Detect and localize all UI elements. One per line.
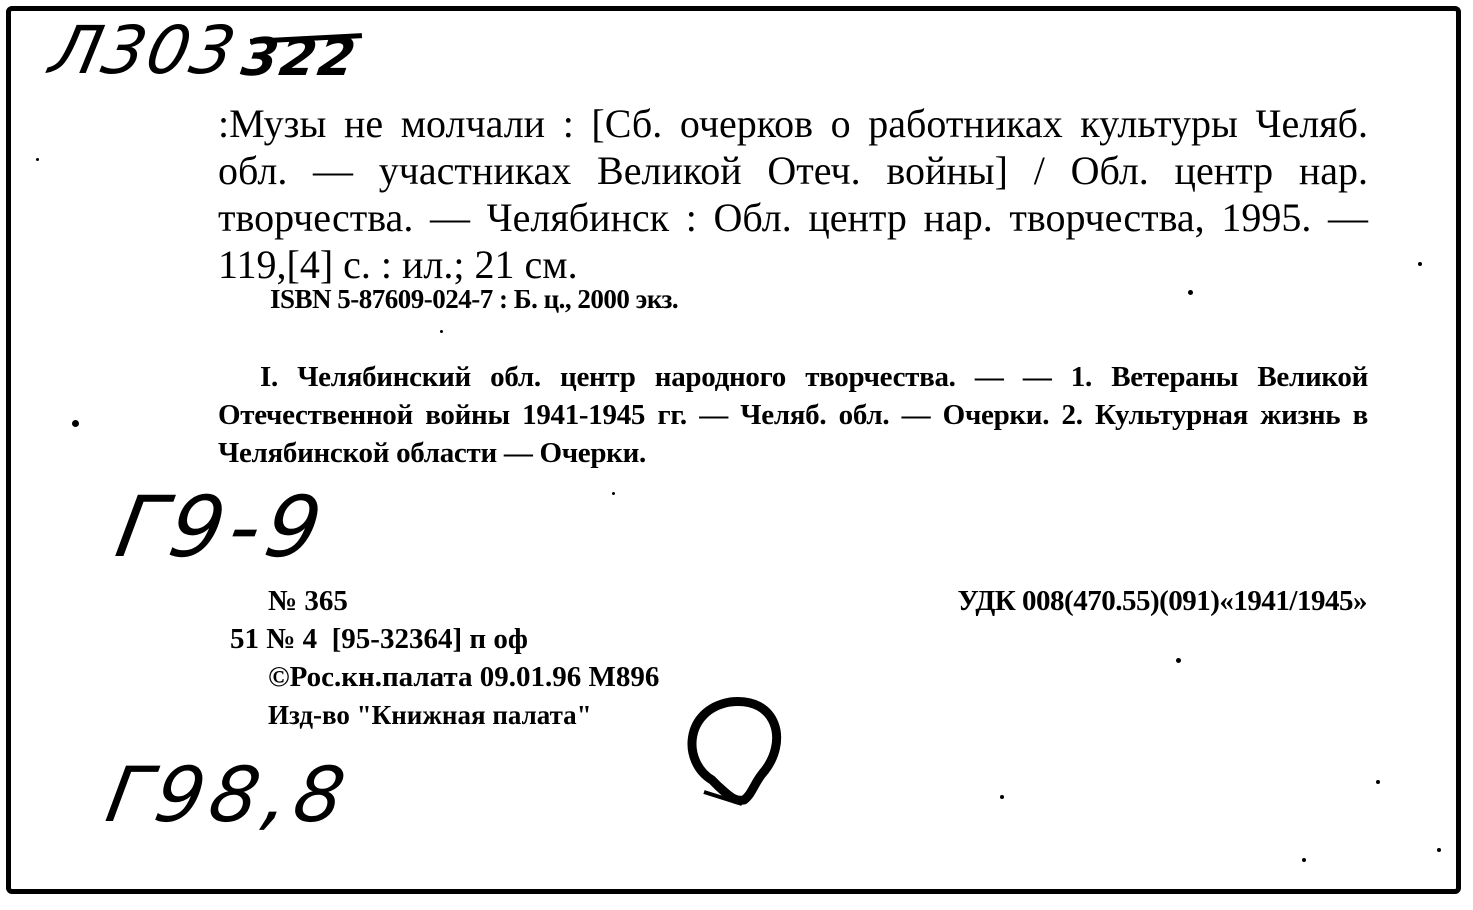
scan-speck	[1302, 858, 1306, 862]
scan-speck	[1188, 290, 1193, 295]
scan-speck	[612, 492, 615, 495]
copyright-line: ©Рос.кн.палата 09.01.96 М896	[268, 661, 660, 693]
registration-line: 51 № 4 [95-32364] п оф	[230, 623, 528, 655]
scan-speck	[36, 158, 39, 161]
classmark-bottom: Г98,8	[100, 750, 358, 839]
card-number: № 365	[268, 585, 348, 617]
udc-code: УДК 008(470.55)(091)«1941/1945»	[957, 585, 1367, 617]
scan-speck	[72, 420, 79, 427]
scan-speck	[1376, 780, 1380, 784]
scan-speck	[440, 330, 443, 333]
publisher-line: Изд-во "Книжная палата"	[268, 700, 592, 730]
main-entry: :Музы не молчали : [Сб. очерков о работниках культуры Челяб. обл. — участниках Великой Отеч. войны] / Обл. центр нар. творчества. — Челябинск : Обл. центр нар. творчества, 1995. — 119,[4] с. : ил.; 21 см.	[218, 101, 1368, 287]
scan-speck	[1176, 658, 1181, 663]
shelf-mark-extra: 322	[237, 28, 361, 88]
scan-speck	[1418, 262, 1422, 266]
library-stamp-icon	[682, 692, 792, 812]
scan-speck	[1437, 848, 1441, 852]
scan-speck	[1000, 795, 1004, 799]
isbn-line: ISBN 5-87609-024-7 : Б. ц., 2000 экз.	[270, 284, 679, 314]
shelf-mark: Л303	[43, 12, 244, 89]
classmark-top: Г9-9	[109, 478, 335, 576]
subject-tracings: I. Челябинский обл. центр народного творчества. — — 1. Ветераны Великой Отечественной войны 1941-1945 гг. — Челяб. обл. — Очерки. 2. Культурная жизнь в Челябинской области — Очерки.	[218, 361, 1368, 469]
